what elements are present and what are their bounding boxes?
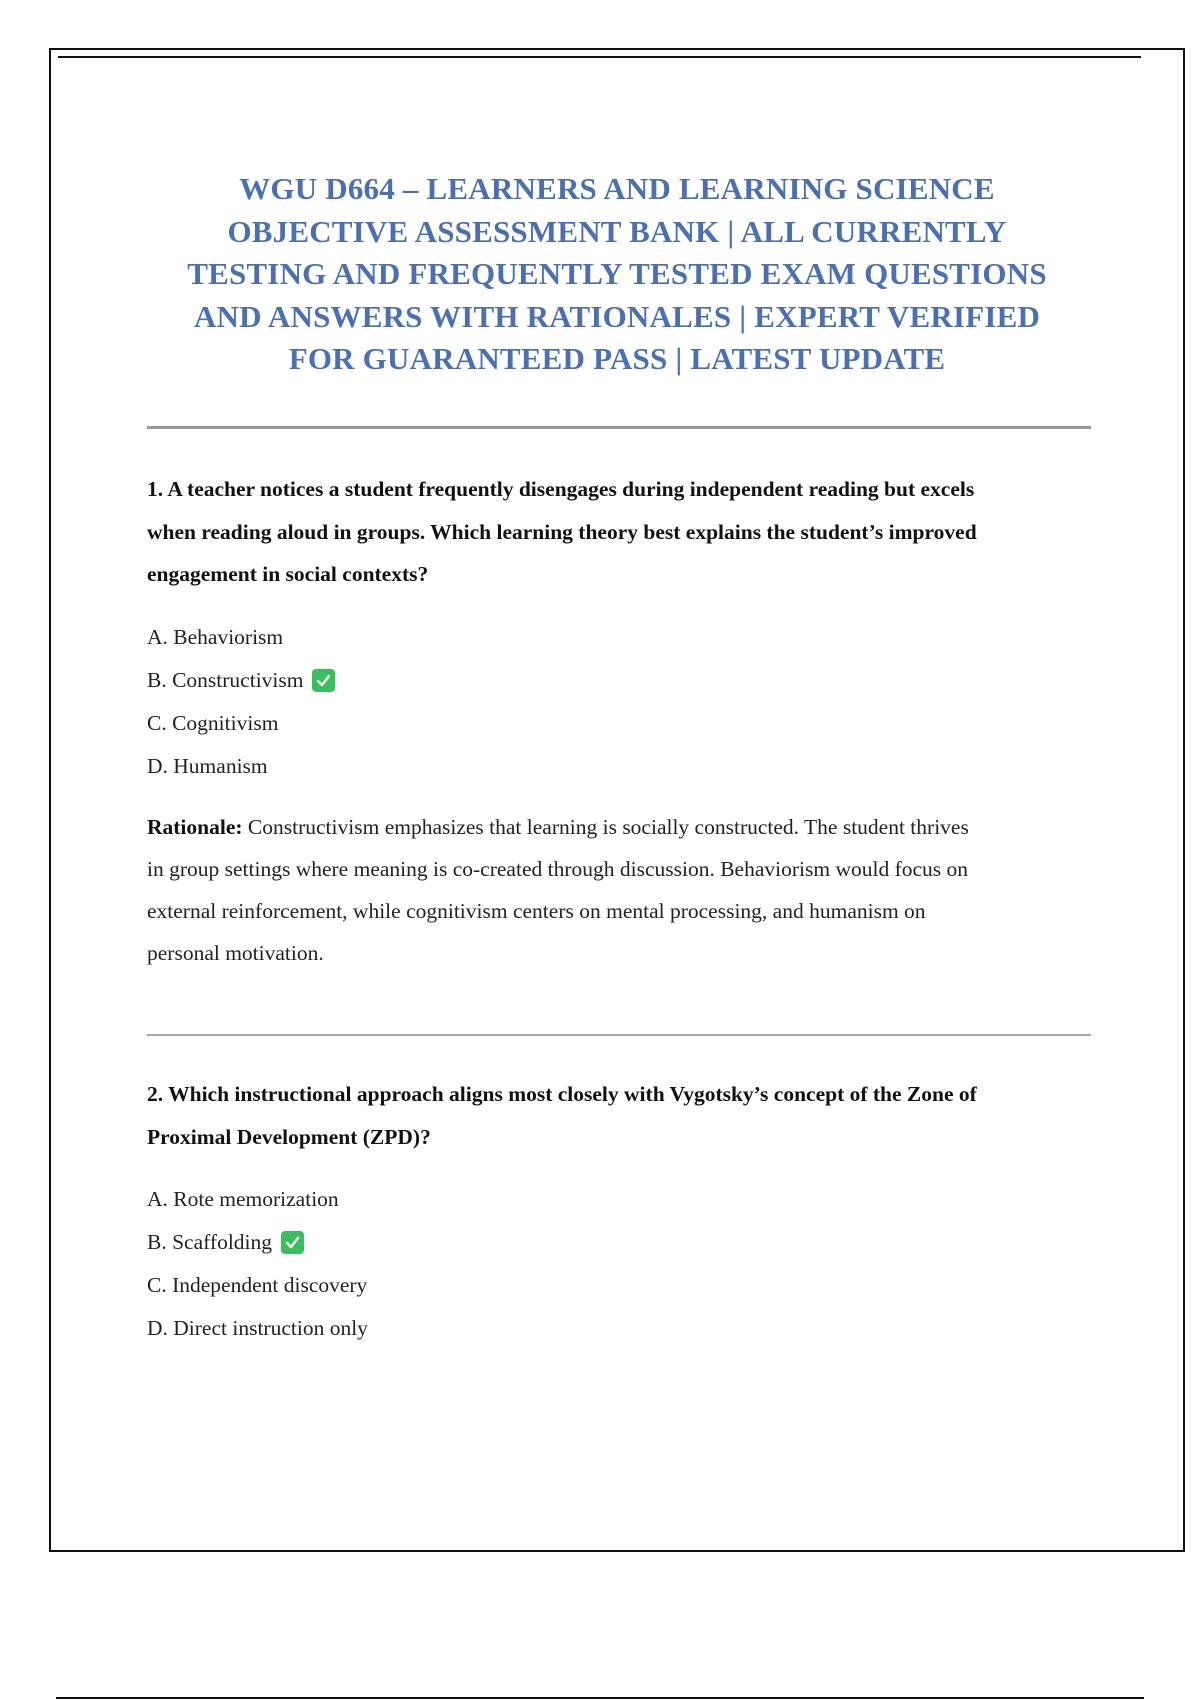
answer-option-label: B. Scaffolding: [147, 1230, 273, 1254]
answer-option-label: B. Constructivism: [147, 667, 304, 692]
answer-option: [147, 1178, 1107, 1221]
rationale-line: in group settings where meaning is co-created through discussion. Behaviorism would focus on: [147, 856, 969, 881]
question-stem-line: 1. A teacher notices a student frequently disengages during independent reading but excels: [147, 477, 975, 501]
answer-option: [147, 1264, 1107, 1307]
title-line: OBJECTIVE ASSESSMENT BANK | ALL CURRENTLY: [227, 213, 1007, 249]
page-frame: [49, 48, 1185, 1552]
question-1-rationale: [147, 806, 1107, 974]
question-2: [147, 1073, 1107, 1350]
answer-option-label: C. Cognitivism: [147, 710, 279, 735]
answer-option-label: D. Direct instruction only: [147, 1316, 368, 1340]
answer-option-correct: [147, 659, 1107, 702]
title-line: FOR GUARANTEED PASS | LATEST UPDATE: [288, 341, 946, 376]
section-divider: [147, 1034, 1091, 1036]
frame-top-rule: [58, 56, 1141, 58]
next-page-top-rule: [56, 1697, 1144, 1699]
answer-option: [147, 745, 1107, 788]
question-2-stem: [147, 1073, 1107, 1158]
section-divider: [147, 426, 1091, 429]
title-line: WGU D664 – LEARNERS AND LEARNING SCIENCE: [239, 171, 995, 206]
answer-option: [147, 702, 1107, 745]
rationale-line: [147, 806, 1107, 848]
answer-option-label: A. Behaviorism: [147, 624, 284, 649]
rationale-text: Constructivism emphasizes that learning is socially constructed. The student thrives: [242, 814, 969, 839]
document-title: [141, 168, 1093, 381]
answer-option: [147, 1307, 1107, 1350]
rationale-line: personal motivation.: [147, 940, 324, 965]
question-stem-line: 2. Which instructional approach aligns most closely with Vygotsky’s concept of the Zone of: [147, 1082, 977, 1106]
question-1-options: [147, 616, 1107, 788]
check-mark-icon: [281, 1231, 304, 1254]
title-line: TESTING AND FREQUENTLY TESTED EXAM QUESTIONS: [187, 256, 1047, 291]
question-1: [147, 468, 1107, 974]
answer-option: [147, 616, 1107, 659]
question-stem-line: engagement in social contexts?: [147, 562, 429, 586]
title-line: AND ANSWERS WITH RATIONALES | EXPERT VERIFIED: [193, 298, 1041, 334]
question-1-stem: [147, 468, 1107, 596]
question-2-options: [147, 1178, 1107, 1350]
question-stem-line: Proximal Development (ZPD)?: [147, 1124, 431, 1149]
answer-option-label: C. Independent discovery: [147, 1273, 368, 1297]
question-stem-line: when reading aloud in groups. Which learning theory best explains the student’s improved: [147, 519, 977, 544]
answer-option-label: D. Humanism: [147, 753, 268, 778]
answer-option-label: A. Rote memorization: [147, 1187, 339, 1211]
rationale-label: Rationale:: [147, 814, 243, 839]
check-mark-icon: [312, 669, 335, 692]
rationale-line: external reinforcement, while cognitivism centers on mental processing, and humanism on: [147, 898, 926, 923]
answer-option-correct: [147, 1221, 1107, 1264]
